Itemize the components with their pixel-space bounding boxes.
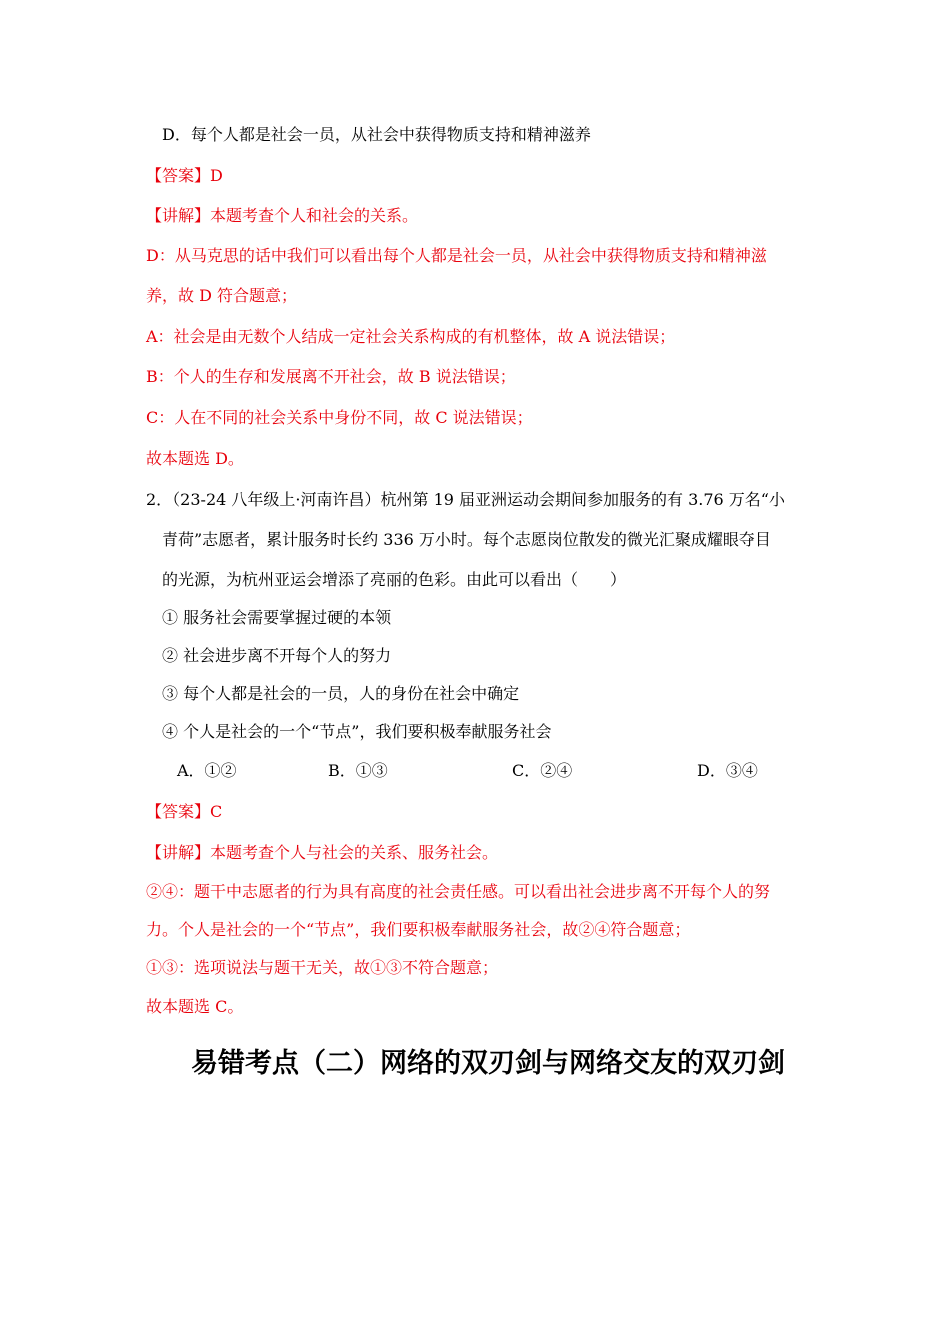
q1-option-d: D．每个人都是社会一员，从社会中获得物质支持和精神滋养	[162, 125, 591, 144]
q2-stem-line1: 2．（23-24 八年级上·河南许昌）杭州第 19 届亚洲运动会期间参加服务的有 3.76 万名“小	[146, 490, 785, 509]
q1-explain-b: B：个人的生存和发展离不开社会，故 B 说法错误；	[146, 367, 516, 386]
q2-statement: ③ 每个人都是社会的一员，人的身份在社会中确定	[162, 684, 520, 703]
q2-conclusion: 故本题选 C。	[146, 997, 244, 1016]
q1-explain-c: C：人在不同的社会关系中身份不同，故 C 说法错误；	[146, 408, 533, 427]
q2-statement: ② 社会进步离不开每个人的努力	[162, 646, 392, 665]
q1-explain-a: A：社会是由无数个人结成一定社会关系构成的有机整体，故 A 说法错误；	[146, 327, 676, 346]
q2-explain-line1: ②④：题干中志愿者的行为具有高度的社会责任感。可以看出社会进步离不开每个人的努	[146, 882, 771, 901]
q2-statement: ① 服务社会需要掌握过硬的本领	[162, 608, 392, 627]
section-heading: 易错考点（二）网络的双刃剑与网络交友的双刃剑	[191, 1048, 785, 1079]
q1-explain-d-line2: 养，故 D 符合题意；	[146, 286, 298, 305]
q2-choice-a: A．①②	[177, 761, 237, 780]
q2-choice-b: B．①③	[328, 761, 388, 780]
q2-explain-line2: 力。个人是社会的一个“节点”，我们要积极奉献服务社会，故②④符合题意；	[146, 920, 691, 939]
q2-answer: 【答案】C	[146, 802, 223, 821]
q2-choice-d: D．③④	[697, 761, 758, 780]
q2-explain-title: 【讲解】本题考查个人与社会的关系、服务社会。	[146, 843, 499, 862]
q2-explain-line3: ①③：选项说法与题干无关，故①③不符合题意；	[146, 958, 499, 977]
q2-choice-c: C．②④	[512, 761, 573, 780]
q2-stem-line2: 青荷”志愿者，累计服务时长约 336 万小时。每个志愿岗位散发的微光汇聚成耀眼夺目	[162, 530, 771, 549]
q1-answer: 【答案】D	[146, 166, 223, 185]
q1-conclusion: 故本题选 D。	[146, 449, 244, 468]
q1-explain-d-line1: D：从马克思的话中我们可以看出每个人都是社会一员，从社会中获得物质支持和精神滋	[146, 246, 767, 265]
q1-explain-title: 【讲解】本题考查个人和社会的关系。	[146, 206, 419, 225]
q2-stem-line3: 的光源，为杭州亚运会增添了亮丽的色彩。由此可以看出（ ）	[162, 570, 627, 589]
q2-statement: ④ 个人是社会的一个“节点”，我们要积极奉献服务社会	[162, 722, 552, 741]
